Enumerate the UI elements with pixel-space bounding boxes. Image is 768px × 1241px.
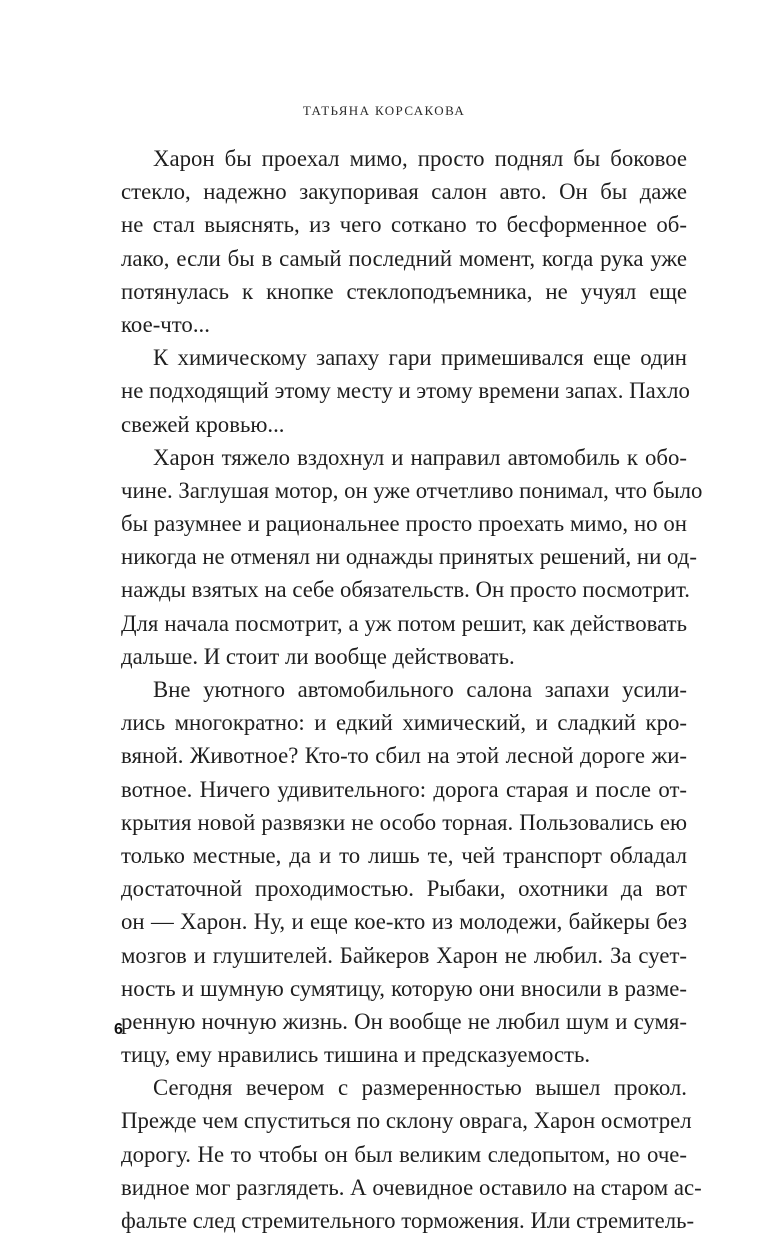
text-line: Харон тяжело вздохнул и направил автомобиль к обо- <box>153 444 687 470</box>
text-line: крытия новой развязки не особо торная. Пользовались ею <box>121 809 687 835</box>
text-line: Прежде чем спуститься по склону оврага, Харон осмотрел <box>121 1108 692 1134</box>
text-line: не подходящий этому месту и этому времени запах. Пахло <box>121 378 690 404</box>
text-line: стекло, надежно закупоривая салон авто. Он бы даже <box>121 179 687 205</box>
running-head: ТАТЬЯНА КОРСАКОВА <box>302 103 466 118</box>
text-line: Сегодня вечером с размеренностью вышел прокол. <box>153 1075 687 1101</box>
text-line: вяной. Животное? Кто-то сбил на этой лесной дороге жи- <box>121 743 687 769</box>
text-line: лись многократно: и едкий химический, и сладкий кро- <box>121 710 687 736</box>
text-line: лако, если бы в самый последний момент, когда рука уже <box>121 245 687 271</box>
text-line: чине. Заглушая мотор, он уже отчетливо понимал, что было <box>121 477 703 503</box>
text-line: бы разумнее и рациональнее просто проехать мимо, но он <box>121 511 687 537</box>
text-line: он — Харон. Ну, и еще кое-кто из молодежи, байкеры без <box>121 909 687 935</box>
text-line: видное мог разглядеть. А очевидное оставило на старом ас- <box>121 1174 702 1200</box>
paragraph <box>121 142 687 341</box>
text-line: никогда не отменял ни однажды принятых решений, ни од- <box>121 544 697 570</box>
text-line: вотное. Ничего удивительного: дорога старая и после от- <box>121 776 687 802</box>
text-line: мозгов и глушителей. Байкеров Харон не любил. За сует- <box>121 942 687 968</box>
text-line: Для начала посмотрит, а уж потом решит, как действовать <box>121 610 687 636</box>
text-line: ность и шумную сумятицу, которую они вносили в разме- <box>121 975 687 1001</box>
text-line: Вне уютного автомобильного салона запахи усили- <box>153 677 687 702</box>
text-line: Харон бы проехал мимо, просто поднял бы боковое <box>153 146 687 171</box>
text-line: кое-что... <box>121 311 210 337</box>
paragraph <box>121 441 703 673</box>
paragraph <box>121 1071 702 1237</box>
text-line: ренную ночную жизнь. Он вообще не любил шум и сумя- <box>121 1008 687 1034</box>
text-line: дорогу. Не то чтобы он был великим следопытом, но оче- <box>121 1141 687 1167</box>
text-line: не стал выяснять, из чего соткано то бесформенное об- <box>121 212 687 238</box>
text-line: дальше. И стоит ли вообще действовать. <box>121 643 515 669</box>
text-line: нажды взятых на себе обязательств. Он просто посмотрит. <box>121 577 690 603</box>
text-line: фальте след стремительного торможения. Или стремитель- <box>121 1208 695 1233</box>
paragraph <box>121 341 690 441</box>
text-line: свежей кровью... <box>121 411 285 437</box>
paragraph <box>121 673 687 1071</box>
page-number: 6 <box>114 1021 123 1038</box>
body-text <box>121 142 703 1237</box>
text-line: только местные, да и то лишь те, чей транспорт обладал <box>121 842 687 868</box>
text-line: К химическому запаху гари примешивался еще один <box>153 345 687 371</box>
text-line: потянулась к кнопке стеклоподъемника, не учуял еще <box>121 278 687 304</box>
text-line: достаточной проходимостью. Рыбаки, охотники да вот <box>121 876 687 902</box>
text-line: тицу, ему нравились тишина и предсказуемость. <box>121 1042 591 1068</box>
